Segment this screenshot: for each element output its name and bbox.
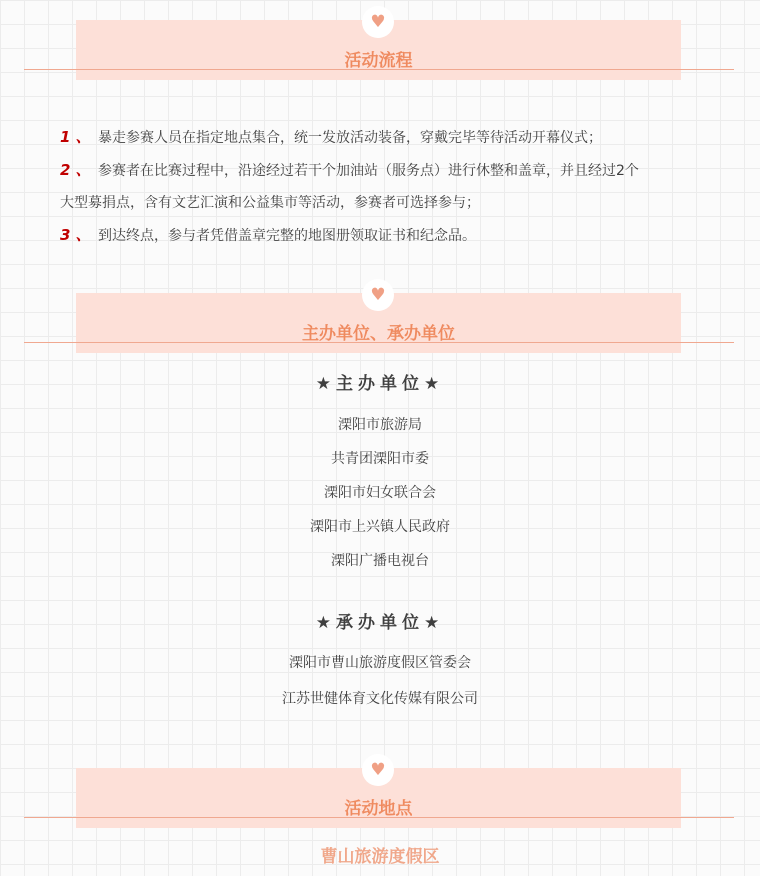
section-header-location bbox=[0, 748, 760, 818]
co-organizer-heading: ★承办单位★ bbox=[315, 613, 445, 633]
step-number: 3 、 bbox=[60, 226, 91, 244]
step-item bbox=[60, 219, 700, 252]
co-organizer-item: 江苏世健体育文化传媒有限公司 bbox=[282, 691, 478, 707]
host-item: 溧阳市上兴镇人民政府 bbox=[310, 519, 450, 535]
section-title-process: 活动流程 bbox=[344, 51, 413, 71]
host-heading: ★主办单位★ bbox=[315, 374, 445, 394]
host-item: 溧阳市旅游局 bbox=[338, 417, 422, 433]
host-organizations bbox=[0, 372, 760, 583]
location-name: 曹山旅游度假区 bbox=[320, 847, 440, 867]
step-text: 暴走参赛人员在指定地点集合，统一发放活动装备，穿戴完毕等待活动开幕仪式； bbox=[98, 130, 602, 146]
step-text: 参赛者在比赛过程中，沿途经过若干个加油站（服务点）进行休整和盖章，并且经过2个 bbox=[98, 163, 639, 179]
host-item: 溧阳市妇女联合会 bbox=[324, 485, 436, 501]
step-item bbox=[60, 154, 700, 187]
section-title-location: 活动地点 bbox=[344, 799, 413, 819]
section-header-process bbox=[0, 0, 760, 70]
step-number: 2 、 bbox=[60, 161, 91, 179]
co-organizers bbox=[0, 611, 760, 723]
section-title-organizers: 主办单位、承办单位 bbox=[302, 324, 455, 344]
step-item bbox=[60, 121, 700, 154]
heart-icon: ♥ bbox=[362, 6, 394, 38]
step-number: 1 、 bbox=[60, 128, 91, 146]
step-text: 大型募捐点，含有文艺汇演和公益集市等活动，参赛者可选择参与； bbox=[60, 195, 480, 211]
process-steps bbox=[60, 121, 700, 252]
section-header-organizers bbox=[0, 273, 760, 343]
step-item-continued bbox=[60, 187, 700, 219]
heart-icon: ♥ bbox=[362, 279, 394, 311]
host-item: 共青团溧阳市委 bbox=[331, 451, 429, 467]
host-item: 溧阳广播电视台 bbox=[331, 553, 429, 569]
co-organizer-item: 溧阳市曹山旅游度假区管委会 bbox=[289, 655, 471, 671]
heart-icon: ♥ bbox=[362, 754, 394, 786]
step-text: 到达终点，参与者凭借盖章完整的地图册领取证书和纪念品。 bbox=[98, 228, 476, 244]
